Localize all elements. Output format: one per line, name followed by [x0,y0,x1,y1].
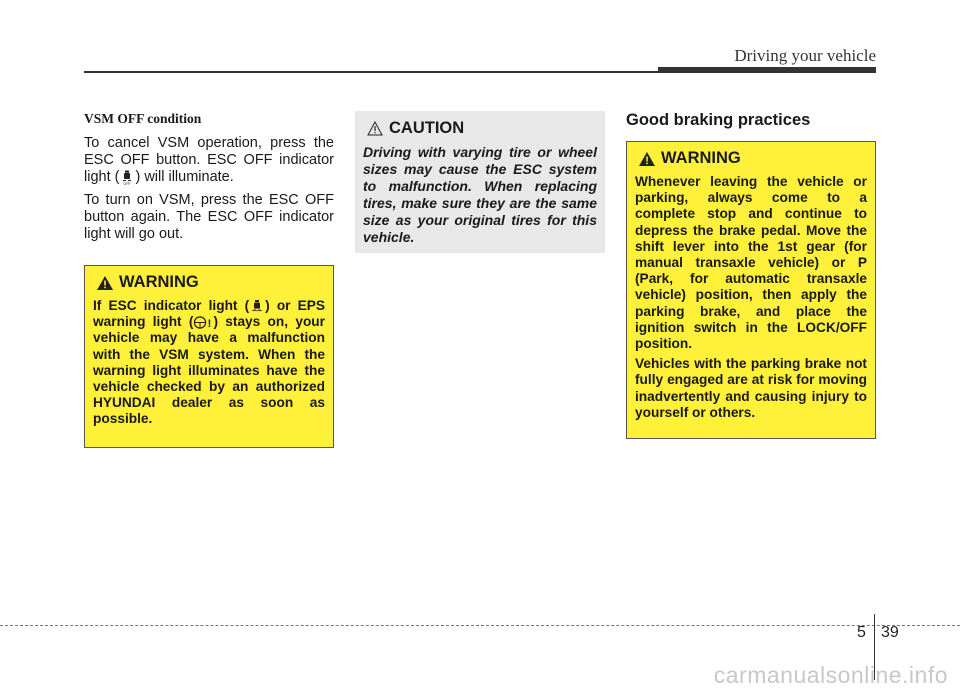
warning-braking-text-2: Vehicles with the parking brake not fully engaged are at risk for moving inadvertently and causing injury to yourself or others. [635,356,867,420]
column-left [84,111,334,448]
eps-icon-label: ! [208,318,212,331]
warning-triangle-icon [639,152,655,166]
eps-warning-icon [193,315,213,330]
warning-box-braking [626,141,876,439]
good-braking-heading: Good braking practices [626,111,811,129]
warning-title-row [97,273,325,292]
running-header: Driving your vehicle [734,46,876,65]
caution-text: Driving with varying tire or wheel sizes may cause the ESC system to malfunction. When replacing tires, make sure they are the same size as your original tires for this vehicle. [363,144,597,245]
vsm-off-heading: VSM OFF condition [84,111,202,126]
column-right [626,111,876,439]
warning-title-row-braking [639,149,867,168]
warning-title: WARNING [119,273,199,291]
warning-braking-text-1: Whenever leaving the vehicle or parking, always come to a complete stop and continue to depress the brake pedal. Move the shift lever into the 1st gear (for manual transaxle vehicle) or P (Park, for automatic transaxle vehicle) position, then apply the parking brake, and place the ignition switch in the LOCK/OFF position. [635,174,867,352]
vsm-cancel-paragraph [84,135,334,186]
caution-triangle-icon [367,121,383,136]
vsm-cancel-text-a: To cancel VSM operation, press the ESC OFF button. ESC OFF indicator light ( [84,135,334,185]
header-rule-accent [658,67,876,73]
warning-esc-text-c: ) stays on, your vehicle may have a malfunction with the VSM system. When the warning light illuminates have the vehicle checked by an authorized HYUNDAI dealer as soon as possible. [93,314,325,427]
page-number: 39 [881,624,899,641]
column-middle [355,111,605,253]
warning-esc-text-a: If ESC indicator light ( [93,298,250,313]
vsm-cancel-text-b: ) will illuminate. [135,169,234,185]
chapter-number: 5 [857,624,866,641]
esc-off-indicator-icon [119,170,135,185]
site-watermark: carmanualsonline.info [713,662,948,688]
caution-box [355,111,605,253]
caution-title: CAUTION [389,119,465,137]
warning-esc-text-b: ) or EPS warning light ( [93,298,325,330]
warning-box-esc [84,265,334,448]
esc-off-icon-label: OFF [123,181,132,185]
warning-title: WARNING [661,149,741,167]
caution-title-row [367,119,597,138]
esc-indicator-icon [249,299,265,314]
warning-triangle-icon [97,276,113,290]
vsm-turn-on-paragraph: To turn on VSM, press the ESC OFF button again. The ESC OFF indicator light will go out. [84,192,334,242]
footer-rule [0,625,960,626]
warning-esc-text [93,298,325,428]
